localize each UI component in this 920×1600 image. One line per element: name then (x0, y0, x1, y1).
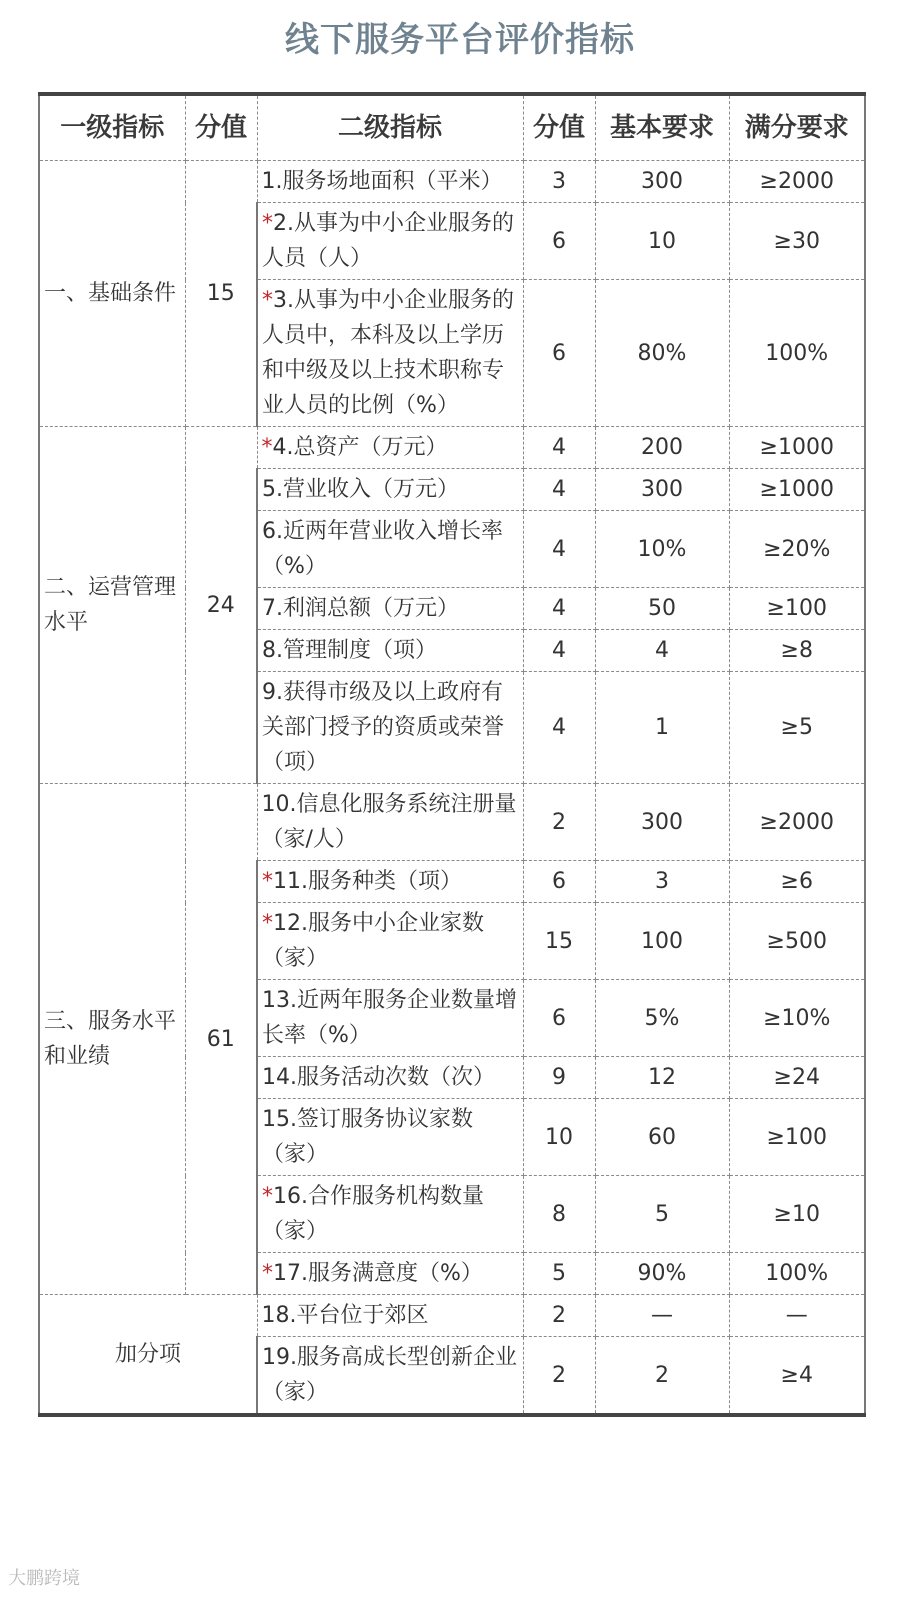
item-label: 15.签订服务协议家数（家） (262, 1107, 473, 1167)
item-score: 2 (523, 1337, 595, 1416)
item-label: 11.服务种类（项） (273, 869, 462, 894)
item-full: ≥10% (729, 980, 865, 1057)
item-label-cell (257, 280, 523, 427)
item-label-cell (257, 1337, 523, 1416)
item-full: ≥10 (729, 1176, 865, 1253)
item-score: 6 (523, 980, 595, 1057)
item-score: 9 (523, 1057, 595, 1099)
item-basic: — (595, 1295, 729, 1337)
item-label: 12.服务中小企业家数（家） (262, 911, 484, 971)
item-score: 4 (523, 630, 595, 672)
item-label-cell (257, 203, 523, 280)
item-basic: 10 (595, 203, 729, 280)
item-basic: 100 (595, 903, 729, 980)
item-full: ≥20% (729, 511, 865, 588)
item-full: 100% (729, 1253, 865, 1295)
group-score: 61 (185, 784, 257, 1295)
item-label: 14.服务活动次数（次） (262, 1065, 495, 1090)
item-basic: 300 (595, 161, 729, 203)
item-score: 2 (523, 784, 595, 861)
required-star: * (261, 435, 273, 460)
item-label-cell (257, 1295, 523, 1337)
item-basic: 5 (595, 1176, 729, 1253)
required-star: * (262, 869, 273, 894)
item-basic: 4 (595, 630, 729, 672)
item-basic: 300 (595, 469, 729, 511)
item-score: 4 (523, 672, 595, 784)
item-label-cell (257, 1176, 523, 1253)
required-star: * (262, 911, 273, 936)
item-score: 10 (523, 1099, 595, 1176)
item-full: ≥24 (729, 1057, 865, 1099)
item-label: 16.合作服务机构数量（家） (262, 1184, 484, 1244)
item-score: 6 (523, 280, 595, 427)
item-basic: 1 (595, 672, 729, 784)
item-label-cell (257, 588, 523, 630)
header-basic: 基本要求 (595, 94, 729, 161)
header-level1: 一级指标 (39, 94, 185, 161)
header-score2: 分值 (523, 94, 595, 161)
item-score: 4 (523, 511, 595, 588)
table-row (39, 1295, 865, 1337)
item-score: 5 (523, 1253, 595, 1295)
item-basic: 3 (595, 861, 729, 903)
required-star: * (262, 211, 273, 236)
item-label: 3.从事为中小企业服务的人员中，本科及以上学历和中级及以上技术职称专业人员的比例（%） (262, 288, 514, 418)
item-score: 4 (523, 588, 595, 630)
item-label: 17.服务满意度（%） (273, 1261, 483, 1286)
header-full: 满分要求 (729, 94, 865, 161)
item-full: — (729, 1295, 865, 1337)
item-score: 4 (523, 427, 595, 469)
item-score: 3 (523, 161, 595, 203)
item-basic: 12 (595, 1057, 729, 1099)
item-full: ≥100 (729, 588, 865, 630)
header-score1: 分值 (185, 94, 257, 161)
item-label-cell (257, 1099, 523, 1176)
item-basic: 300 (595, 784, 729, 861)
watermark: 大鹏跨境 (8, 1568, 80, 1589)
item-label-cell (257, 427, 523, 469)
item-full: ≥100 (729, 1099, 865, 1176)
header-row (39, 94, 865, 161)
item-basic: 200 (595, 427, 729, 469)
required-star: * (262, 1184, 273, 1209)
item-basic: 50 (595, 588, 729, 630)
item-full: 100% (729, 280, 865, 427)
item-label: 8.管理制度（项） (262, 638, 437, 663)
item-full: ≥4 (729, 1337, 865, 1416)
item-label: 5.营业收入（万元） (262, 477, 459, 502)
item-score: 15 (523, 903, 595, 980)
group-name: 一、基础条件 (39, 161, 185, 427)
item-basic: 90% (595, 1253, 729, 1295)
item-score: 4 (523, 469, 595, 511)
item-label-cell (257, 161, 523, 203)
table-row (39, 427, 865, 469)
item-full: ≥2000 (729, 161, 865, 203)
item-full: ≥5 (729, 672, 865, 784)
item-label: 13.近两年服务企业数量增长率（%） (262, 988, 517, 1048)
item-label-cell (257, 630, 523, 672)
item-label: 7.利润总额（万元） (262, 596, 459, 621)
item-label: 2.从事为中小企业服务的人员（人） (262, 211, 514, 271)
item-label: 9.获得市级及以上政府有关部门授予的资质或荣誉（项） (262, 680, 505, 775)
item-label: 1.服务场地面积（平米） (261, 169, 503, 194)
item-label-cell (257, 903, 523, 980)
item-label: 4.总资产（万元） (272, 435, 448, 460)
item-label: 6.近两年营业收入增长率（%） (262, 519, 503, 579)
required-star: * (262, 1261, 273, 1286)
item-basic: 60 (595, 1099, 729, 1176)
item-label-cell (257, 511, 523, 588)
table-row (39, 161, 865, 203)
item-label-cell (257, 1253, 523, 1295)
item-basic: 80% (595, 280, 729, 427)
group-name: 加分项 (39, 1295, 257, 1416)
item-full: ≥1000 (729, 427, 865, 469)
item-full: ≥30 (729, 203, 865, 280)
item-label-cell (257, 469, 523, 511)
indicator-table (38, 92, 866, 1417)
item-score: 6 (523, 861, 595, 903)
item-full: ≥8 (729, 630, 865, 672)
item-label: 19.服务高成长型创新企业（家） (262, 1345, 517, 1405)
item-score: 6 (523, 203, 595, 280)
item-label: 10.信息化服务系统注册量（家/人） (261, 792, 517, 852)
item-label-cell (257, 672, 523, 784)
item-label-cell (257, 1057, 523, 1099)
item-full: ≥6 (729, 861, 865, 903)
item-basic: 5% (595, 980, 729, 1057)
item-basic: 2 (595, 1337, 729, 1416)
item-full: ≥500 (729, 903, 865, 980)
item-label: 18.平台位于郊区 (261, 1303, 429, 1328)
required-star: * (262, 288, 273, 313)
group-name: 二、运营管理水平 (39, 427, 185, 784)
item-basic: 10% (595, 511, 729, 588)
group-score: 15 (185, 161, 257, 427)
item-score: 8 (523, 1176, 595, 1253)
table-row (39, 784, 865, 861)
item-label-cell (257, 980, 523, 1057)
item-score: 2 (523, 1295, 595, 1337)
header-level2: 二级指标 (257, 94, 523, 161)
item-full: ≥1000 (729, 469, 865, 511)
item-label-cell (257, 784, 523, 861)
item-full: ≥2000 (729, 784, 865, 861)
item-label-cell (257, 861, 523, 903)
page-title: 线下服务平台评价指标 (285, 20, 635, 60)
group-name: 三、服务水平和业绩 (39, 784, 185, 1295)
group-score: 24 (185, 427, 257, 784)
